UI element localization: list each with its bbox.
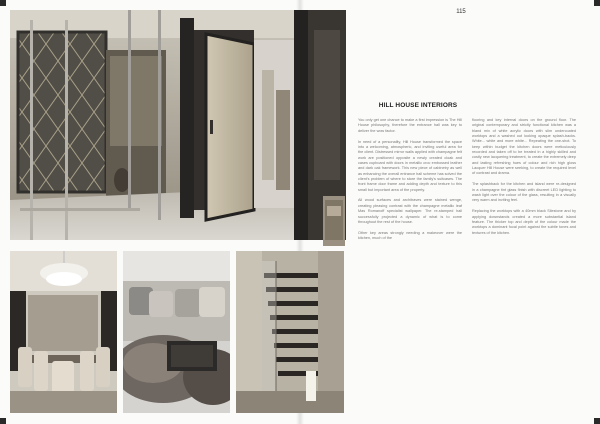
corner-mark-bottom-right — [594, 418, 600, 424]
hall-photo — [10, 10, 346, 240]
paragraph: You only get one chance to make a first impression is The Hill House philosophy, therefore the entrance hall was key to deliver the wow factor. — [358, 118, 462, 133]
paragraph: flooring and key internal doors on the ground floor. The original contemporary and strictly functional kitchen was a bland mix of white acrylic doors with slim undercoated worktops and a washed out looking opaque splash-backs. White... white and more white... Repeating the one-shot. To keep within budget the kitchen doors were meticulously recorded and taken off to be treated in a highly skilled and costly new lacquering treatment, to create the extremely deep and lasting refreshing hues of colour and rich high gloss Lacquer Hill House were seeking, to create the required level of contrast and drama. — [472, 118, 576, 176]
side-photo — [323, 196, 345, 246]
corner-mark-top-right — [594, 0, 600, 6]
paragraph: The splashback for the kitchen and island were re-designed in a champagne tint glass finish with discreet LED lighting to wash light over the colour of the glass, resulting in a visually very warm and inviting feel. — [472, 182, 576, 203]
paragraph: All wood surfaces and architraves were stained wenge, creating pleasing contrast with the champagne metallic leaf Mas Romanoff specialist wallpaper. The re-stamped hall successfully projected a dynamic of what is to come throughout the rest of the house. — [358, 198, 462, 224]
article-title: HILL HOUSE INTERIORS — [378, 102, 458, 109]
staircase-photo — [236, 251, 344, 413]
corner-mark-top-left — [0, 0, 6, 6]
paragraph: Other key areas strongly needing a makeover were the kitchen, much of the — [358, 230, 462, 241]
article-column-1 — [358, 118, 462, 247]
corner-mark-bottom-left — [0, 418, 6, 424]
article-column-2 — [472, 118, 576, 241]
page-number: 115 — [456, 9, 466, 15]
dining-photo — [10, 251, 117, 413]
paragraph: In need of a personality, Hill House transformed the space into a welcoming, atmospheric, and inviting useful area for the client. Distressed mirror walls applied with champagne felt work are positioned opposite a newly created cloak and cases cupboard with doors in metallic croc embossed leather and dark oak framework. This new piece of cabinetry as well as enhancing the overall entrance hall scheme has solved the client's problem of where to store the family's suitcases. The front frame door frame and adding depth and texture to this small but important area of the property. — [358, 139, 462, 192]
sofa-photo — [123, 251, 230, 413]
paragraph: Replacing the worktops with a 40mm black Silestone and by applying downstands created a more substantial island feature. The thicker top and depth of the colour made the worktops a dominant focal point against the subtle tones and textures of the kitchen. — [472, 209, 576, 235]
